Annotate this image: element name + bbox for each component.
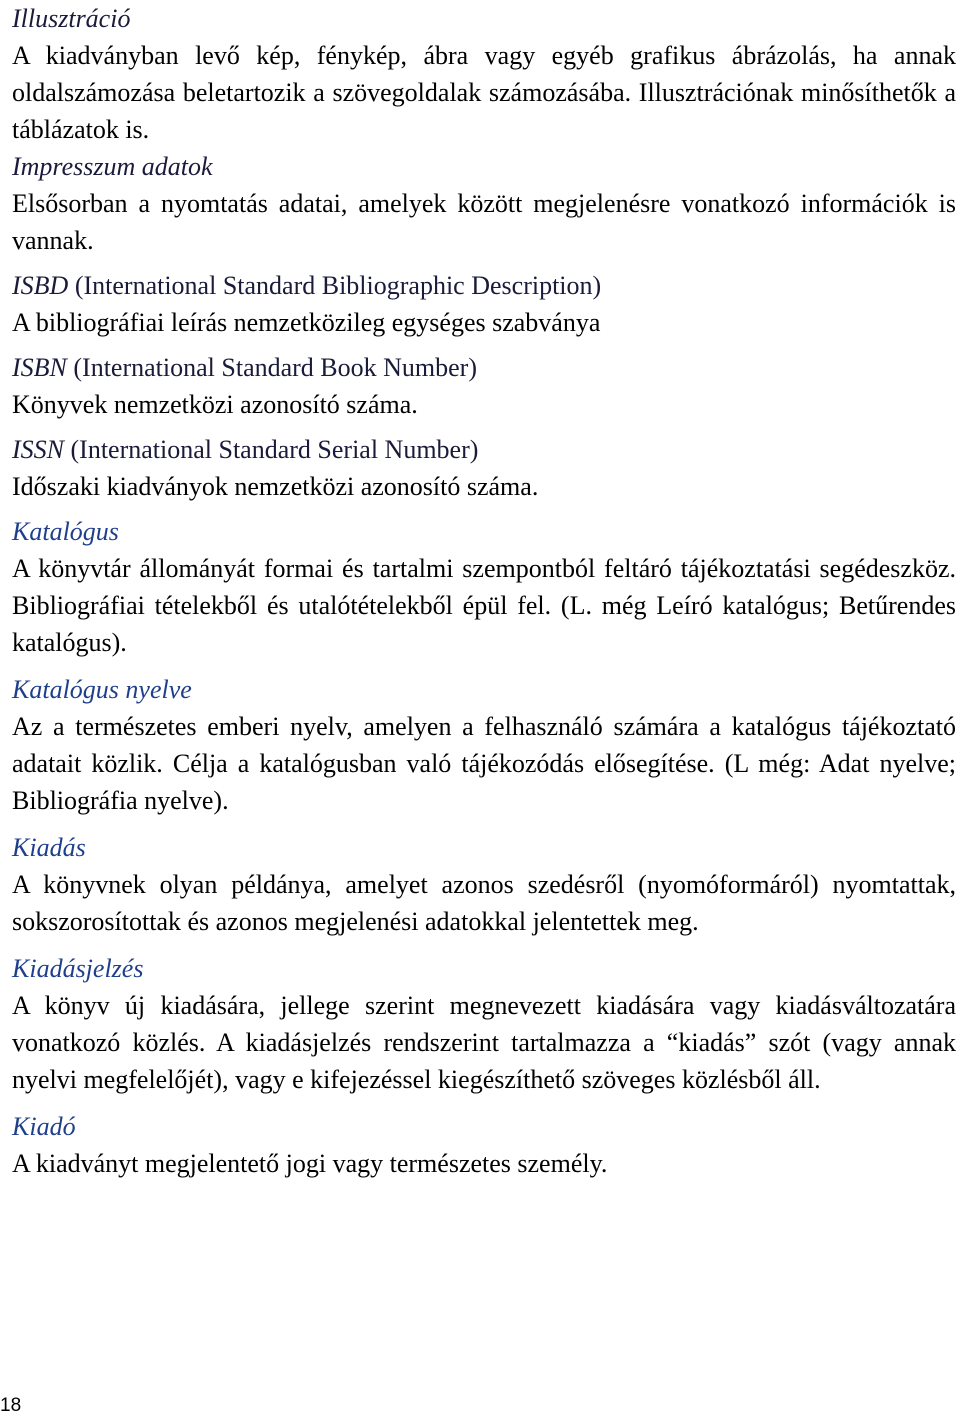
term-definition: A könyvtár állományát formai és tartalmi szempontból feltáró tájékoztatási segédeszköz. Bibliográfiai tételekből és utalótételekből épül fel. (L. még Leíró katalógus; Betűrendes katalógus).	[12, 554, 956, 657]
term-definition: A könyv új kiadására, jellege szerint megnevezett kiadására vagy kiadásváltozatára vonatkozó közlés. A kiadásjelzés rendszerint tartalmazza a “kiadás” szót (vagy annak nyelvi megfelelőjét), vagy e kifejezéssel kiegészíthető szöveges közlésből áll.	[12, 991, 956, 1094]
term-definition: A kiadványt megjelentető jogi vagy természetes személy.	[12, 1149, 608, 1178]
term-label: ISBD	[12, 271, 69, 300]
term-definition: Az a természetes emberi nyelv, amelyen a felhasználó számára a katalógus tájékoztató adatait közlik. Célja a katalógusban való tájékozódás elősegítése. (L még: Adat nyelve; Bibliográfia nyelve).	[12, 712, 956, 815]
term-label: ISBN	[12, 353, 67, 382]
page-number: 18	[0, 1395, 22, 1416]
term-label: Illusztráció	[12, 4, 131, 33]
entry-impresszum	[12, 148, 956, 259]
entry-kiadas	[12, 829, 956, 940]
entry-katalogus-nyelve	[12, 671, 956, 819]
term-expansion: (International Standard Serial Number)	[64, 435, 479, 464]
term-definition: Könyvek nemzetközi azonosító száma.	[12, 390, 418, 419]
term-label: Katalógus	[12, 517, 119, 546]
entry-isbn	[12, 349, 956, 423]
term-heading	[12, 671, 956, 708]
term-label: Katalógus nyelve	[12, 675, 192, 704]
term-label: Kiadásjelzés	[12, 954, 144, 983]
term-heading	[12, 1108, 956, 1145]
term-definition: Időszaki kiadványok nemzetközi azonosító száma.	[12, 472, 539, 501]
term-label: ISSN	[12, 435, 64, 464]
term-definition: Elsősorban a nyomtatás adatai, amelyek között megjelenésre vonatkozó információk is vannak.	[12, 189, 956, 255]
term-heading	[12, 349, 956, 386]
term-definition: A könyvnek olyan példánya, amelyet azonos szedésről (nyomóformáról) nyomtattak, sokszorosítottak és azonos megjelenési adatokkal jelentettek meg.	[12, 870, 956, 936]
term-label: Kiadás	[12, 833, 86, 862]
term-label: Impresszum adatok	[12, 152, 213, 181]
glossary-page	[12, 0, 956, 1182]
entry-kiado	[12, 1108, 956, 1182]
term-expansion: (International Standard Bibliographic Description)	[68, 271, 602, 300]
entry-illusztracio	[12, 0, 956, 148]
term-expansion: (International Standard Book Number)	[66, 353, 477, 382]
term-heading	[12, 950, 956, 987]
term-heading	[12, 513, 956, 550]
term-heading	[12, 0, 956, 37]
term-label: Kiadó	[12, 1112, 76, 1141]
term-definition: A bibliográfiai leírás nemzetközileg egységes szabványa	[12, 308, 601, 337]
term-heading	[12, 267, 956, 304]
entry-katalogus	[12, 513, 956, 661]
term-heading	[12, 431, 956, 468]
term-heading	[12, 148, 956, 185]
entry-isbd	[12, 267, 956, 341]
term-definition: A kiadványban levő kép, fénykép, ábra vagy egyéb grafikus ábrázolás, ha annak oldalszámozása beletartozik a szövegoldalak számozásába. Illusztrációnak minősíthetők a táblázatok is.	[12, 41, 956, 144]
entry-kiadasjelzes	[12, 950, 956, 1098]
entry-issn	[12, 431, 956, 505]
term-heading	[12, 829, 956, 866]
